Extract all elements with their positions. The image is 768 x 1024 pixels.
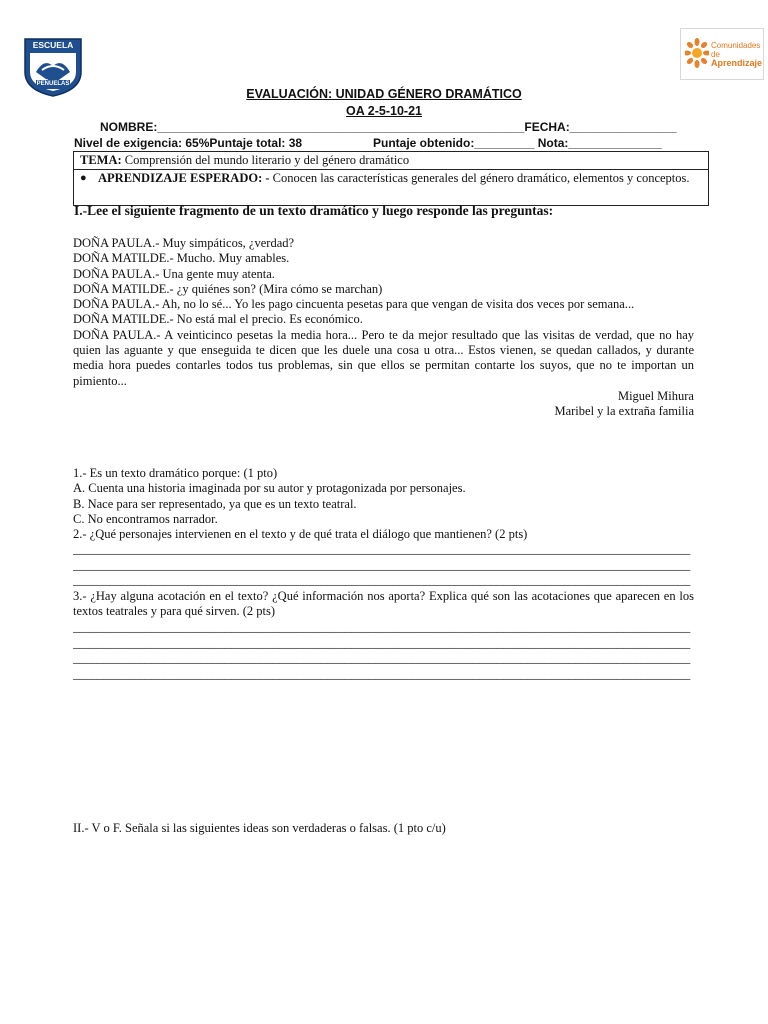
dialogue-paragraph: DOÑA PAULA.- A veinticinco pesetas la media hora... Pero te da mejor resultado que las visitas de verdad, que no hay quien las aguante y que enseguida te dicen que les duele una cosa u otra... Estos vienen, se quedan callados, y durante media hora puedes contarles todos tus problemas, sin que ellos se permitan contarte los suyos, que no te importan un pimiento... bbox=[73, 327, 694, 388]
dialogue-line: DOÑA PAULA.- Una gente muy atenta. bbox=[73, 266, 275, 281]
section2-heading: II.- V o F. Señala si las siguientes ideas son verdaderas o falsas. (1 pto c/u) bbox=[73, 821, 446, 835]
logo-line1: Comunidades de bbox=[711, 41, 761, 59]
dialogue-line: DOÑA MATILDE.- No está mal el precio. Es económico. bbox=[73, 312, 363, 327]
author: Miguel Mihura bbox=[617, 388, 694, 403]
option-c: C. No encontramos narrador. bbox=[73, 511, 218, 526]
question-1-text: 1.- Es un texto dramático porque: (1 pto) bbox=[73, 466, 278, 480]
answer-line[interactable]: ______________________________________________________________________________________________________ bbox=[73, 542, 691, 556]
comunidades-logo bbox=[680, 28, 764, 80]
answer-line[interactable]: ______________________________________________________________________________________________________ bbox=[73, 573, 691, 587]
school-logo-bottom-text: PEÑUELAS bbox=[36, 81, 70, 87]
answer-line[interactable]: ______________________________________________________________________________________________________ bbox=[73, 666, 691, 681]
bullet-icon: ● bbox=[80, 172, 87, 184]
tema-text: Comprensión del mundo literario y del género dramático bbox=[121, 153, 410, 167]
dialogue-paragraph: DOÑA PAULA.- Ah, no lo sé... Yo les pago cincuenta pesetas para que vengan de visita dos veces por semana... bbox=[73, 297, 635, 312]
dialogue-line: DOÑA PAULA.- Muy simpáticos, ¿verdad? bbox=[73, 236, 295, 250]
dialogue bbox=[73, 236, 694, 420]
aprendizaje-label: APRENDIZAJE ESPERADO: - bbox=[98, 171, 270, 185]
tema-row bbox=[80, 153, 409, 168]
sun-flower-icon bbox=[685, 37, 709, 71]
question-2-text: 2.- ¿Qué personajes intervienen en el texto y de qué trata el diálogo que mantienen? (2 pts) bbox=[73, 527, 528, 542]
tema-label: TEMA: bbox=[80, 153, 122, 167]
question-1 bbox=[73, 466, 694, 542]
tema-box bbox=[73, 151, 709, 206]
question-3-text: 3.- ¿Hay alguna acotación en el texto? ¿Qué información nos aporta? Explica qué son las acotaciones que aparecen en los textos teatrales y para qué sirven. (2 pts) bbox=[73, 589, 694, 619]
nivel-exigencia: Nivel de exigencia: 65%Puntaje total: 38 bbox=[74, 136, 303, 150]
answer-area-2[interactable] bbox=[73, 542, 691, 589]
logo-line2: Aprendizaje bbox=[711, 58, 763, 68]
page-subtitle: OA 2-5-10-21 bbox=[346, 104, 422, 118]
nombre-fecha-line: NOMBRE:_______________________________________________________FECHA:________________ bbox=[100, 120, 677, 134]
option-b: B. Nace para ser representado, ya que es un texto teatral. bbox=[73, 496, 357, 511]
answer-line[interactable]: ______________________________________________________________________________________________________ bbox=[73, 620, 691, 634]
answer-line[interactable]: ______________________________________________________________________________________________________ bbox=[73, 635, 691, 650]
option-a: A. Cuenta una historia imaginada por su autor y protagonizada por personajes. bbox=[73, 481, 466, 496]
dialogue-line: DOÑA MATILDE.- ¿y quiénes son? (Mira cómo se marchan) bbox=[73, 281, 383, 296]
aprendizaje-row bbox=[98, 171, 702, 185]
work-title: Maribel y la extraña familia bbox=[554, 404, 694, 419]
answer-line[interactable]: ______________________________________________________________________________________________________ bbox=[73, 651, 691, 665]
answer-line[interactable]: ______________________________________________________________________________________________________ bbox=[73, 557, 691, 572]
section1-heading: I.-Lee el siguiente fragmento de un texto dramático y luego responde las preguntas: bbox=[74, 203, 554, 218]
answer-area-3[interactable] bbox=[73, 620, 691, 682]
puntaje-obtenido: Puntaje obtenido:_________ Nota:______________ bbox=[373, 136, 662, 150]
page-title: EVALUACIÓN: UNIDAD GÉNERO DRAMÁTICO bbox=[246, 87, 522, 101]
school-logo-top-text: ESCUELA bbox=[32, 40, 74, 50]
aprendizaje-text: Conocen las características generales del género dramático, elementos y conceptos. bbox=[269, 171, 690, 185]
dialogue-line: DOÑA MATILDE.- Mucho. Muy amables. bbox=[73, 251, 290, 266]
